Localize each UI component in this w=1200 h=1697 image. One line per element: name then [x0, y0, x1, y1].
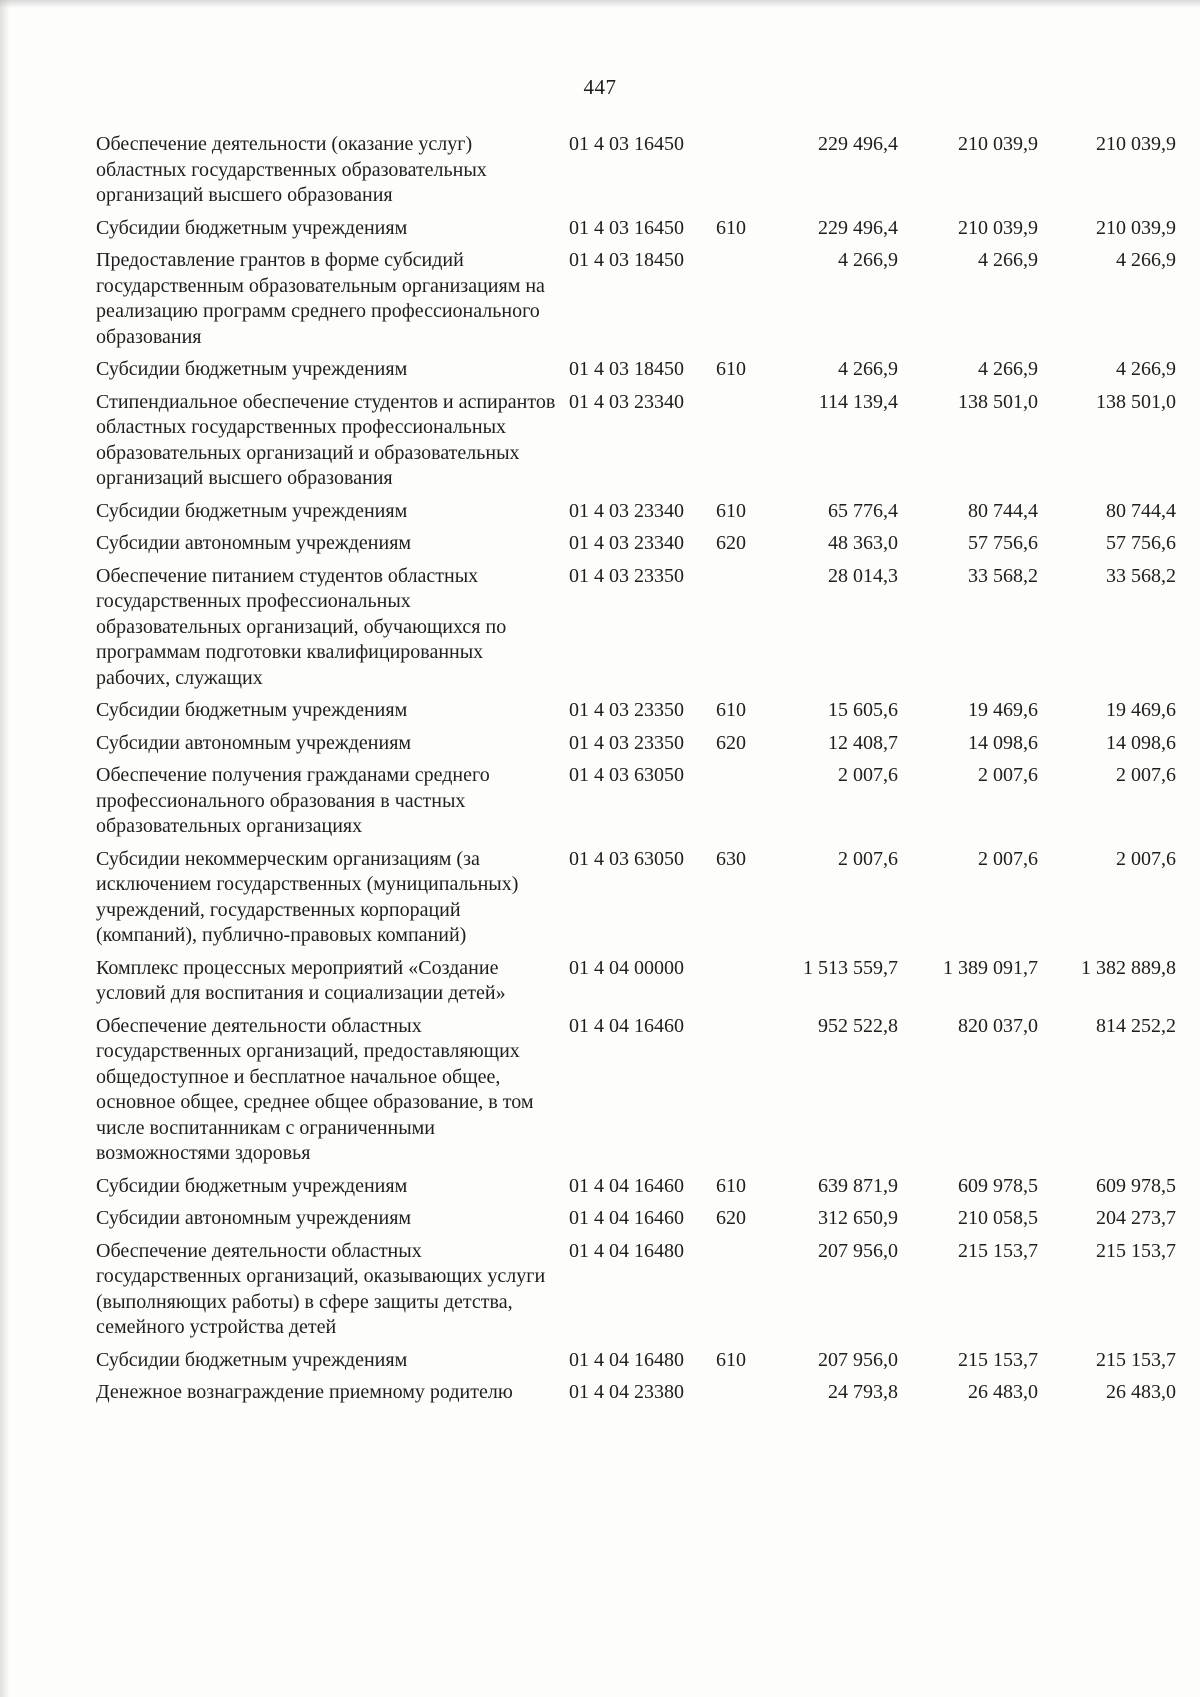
row-expense-type: 630	[716, 847, 746, 870]
row-expense-type: 610	[716, 1174, 746, 1197]
row-amount-year-2: 215 153,7	[958, 1239, 1038, 1262]
row-code: 01 4 04 00000	[569, 956, 684, 979]
row-expense-type: 610	[716, 499, 746, 522]
scan-edge-top	[0, 0, 1200, 8]
row-amount-year-1: 1 513 559,7	[803, 956, 898, 979]
row-amount-year-2: 210 039,9	[958, 216, 1038, 239]
row-expense-type	[716, 132, 774, 209]
row-name: Субсидии автономным учреждениям	[96, 1207, 412, 1229]
row-amount-year-2: 215 153,7	[958, 1348, 1038, 1371]
row-amount-year-3: 14 098,6	[1106, 731, 1176, 754]
row-expense-type	[716, 1014, 774, 1167]
table-row	[96, 531, 1176, 557]
table-row	[96, 731, 1176, 757]
row-code: 01 4 04 16460	[569, 1207, 684, 1229]
row-amount-year-1: 65 776,4	[828, 499, 898, 522]
row-amount-year-3: 814 252,2	[1096, 1014, 1176, 1037]
row-expense-type	[716, 390, 774, 492]
row-code: 01 4 03 16450	[569, 133, 684, 155]
budget-table	[96, 132, 1176, 1413]
row-amount-year-3: 4 266,9	[1116, 249, 1176, 271]
row-expense-type	[716, 248, 774, 350]
row-name: Предоставление грантов в форме субсидий государственным образовательным организациям на реализацию программ среднего профессионального образования	[96, 249, 545, 348]
row-expense-type: 610	[716, 1348, 746, 1371]
table-row	[96, 763, 1176, 840]
row-code: 01 4 03 18450	[569, 249, 684, 271]
row-amount-year-1: 15 605,6	[828, 699, 898, 721]
row-amount-year-1: 207 956,0	[818, 1239, 898, 1262]
row-code: 01 4 03 23340	[569, 499, 684, 522]
table-row	[96, 1380, 1176, 1406]
row-expense-type	[716, 956, 774, 1007]
row-amount-year-3: 138 501,0	[1096, 390, 1176, 413]
row-amount-year-3: 26 483,0	[1106, 1381, 1176, 1403]
row-code: 01 4 03 63050	[569, 847, 684, 870]
row-amount-year-3: 2 007,6	[1116, 847, 1176, 870]
row-code: 01 4 04 16480	[569, 1348, 684, 1371]
row-amount-year-1: 639 871,9	[818, 1174, 898, 1197]
table-row	[96, 564, 1176, 692]
row-amount-year-2: 2 007,6	[978, 764, 1038, 786]
row-code: 01 4 03 23350	[569, 564, 684, 587]
row-amount-year-2: 33 568,2	[968, 564, 1038, 587]
row-code: 01 4 04 16480	[569, 1239, 684, 1262]
row-name: Субсидии бюджетным учреждениям	[96, 499, 408, 522]
table-row	[96, 956, 1176, 1007]
table-row	[96, 216, 1176, 242]
row-code: 01 4 03 23350	[569, 699, 684, 721]
row-amount-year-1: 2 007,6	[838, 847, 898, 870]
row-name: Субсидии автономным учреждениям	[96, 532, 412, 554]
row-amount-year-2: 4 266,9	[978, 249, 1038, 271]
row-amount-year-3: 204 273,7	[1096, 1207, 1176, 1229]
row-amount-year-2: 1 389 091,7	[943, 956, 1038, 979]
row-amount-year-1: 12 408,7	[828, 731, 898, 754]
row-expense-type: 620	[716, 731, 746, 754]
table-row	[96, 1348, 1176, 1374]
scan-edge-left	[0, 0, 10, 1697]
row-amount-year-2: 609 978,5	[958, 1174, 1038, 1197]
row-amount-year-2: 14 098,6	[968, 731, 1038, 754]
row-amount-year-2: 820 037,0	[958, 1014, 1038, 1037]
row-code: 01 4 03 23340	[569, 532, 684, 554]
row-amount-year-3: 4 266,9	[1116, 358, 1176, 380]
row-name: Обеспечение питанием студентов областных государственных профессиональных образовательных организаций, обучающихся по программам подготовки квалифицированных рабочих, служащих	[96, 564, 507, 689]
row-name: Денежное вознаграждение приемному родителю	[96, 1381, 513, 1403]
table-row	[96, 847, 1176, 949]
row-amount-year-3: 2 007,6	[1116, 764, 1176, 786]
row-expense-type	[716, 1380, 774, 1406]
row-amount-year-1: 207 956,0	[818, 1348, 898, 1371]
table-row	[96, 132, 1176, 209]
row-expense-type: 610	[716, 358, 746, 380]
row-name: Субсидии бюджетным учреждениям	[96, 699, 408, 721]
row-amount-year-2: 210 058,5	[958, 1207, 1038, 1229]
row-amount-year-1: 48 363,0	[828, 532, 898, 554]
row-amount-year-3: 210 039,9	[1096, 133, 1176, 155]
row-amount-year-1: 229 496,4	[818, 133, 898, 155]
table-row	[96, 1174, 1176, 1200]
row-amount-year-2: 19 469,6	[968, 699, 1038, 721]
row-expense-type	[716, 1239, 774, 1341]
row-name: Обеспечение получения гражданами среднего профессионального образования в частных образовательных организациях	[96, 764, 490, 837]
row-amount-year-1: 312 650,9	[818, 1207, 898, 1229]
row-name: Субсидии автономным учреждениям	[96, 731, 412, 754]
table-row	[96, 248, 1176, 350]
row-amount-year-2: 4 266,9	[978, 358, 1038, 380]
row-amount-year-1: 28 014,3	[828, 564, 898, 587]
page-number: 447	[583, 75, 617, 99]
table-row	[96, 499, 1176, 525]
row-amount-year-1: 114 139,4	[818, 390, 898, 413]
row-name: Стипендиальное обеспечение студентов и аспирантов областных государственных профессиональных образовательных организаций и образовательных организаций высшего образования	[96, 390, 556, 489]
row-expense-type	[716, 763, 774, 840]
row-amount-year-2: 80 744,4	[968, 499, 1038, 522]
row-amount-year-1: 4 266,9	[838, 358, 898, 380]
table-row	[96, 1206, 1176, 1232]
row-expense-type: 610	[716, 699, 746, 721]
row-amount-year-3: 19 469,6	[1106, 699, 1176, 721]
row-amount-year-3: 1 382 889,8	[1081, 956, 1176, 979]
row-amount-year-3: 57 756,6	[1106, 532, 1176, 554]
row-amount-year-1: 24 793,8	[828, 1381, 898, 1403]
row-name: Обеспечение деятельности (оказание услуг) областных государственных образовательных организаций высшего образования	[96, 133, 487, 206]
row-amount-year-2: 138 501,0	[958, 390, 1038, 413]
row-name: Субсидии бюджетным учреждениям	[96, 358, 408, 380]
row-code: 01 4 03 23340	[569, 390, 684, 413]
row-amount-year-2: 210 039,9	[958, 133, 1038, 155]
row-code: 01 4 03 18450	[569, 358, 684, 380]
row-expense-type: 620	[716, 1207, 746, 1229]
table-row	[96, 1239, 1176, 1341]
row-code: 01 4 03 16450	[569, 216, 684, 239]
row-amount-year-3: 609 978,5	[1096, 1174, 1176, 1197]
table-row	[96, 390, 1176, 492]
row-name: Субсидии бюджетным учреждениям	[96, 1174, 408, 1197]
row-amount-year-2: 57 756,6	[968, 532, 1038, 554]
row-code: 01 4 04 16460	[569, 1014, 684, 1037]
row-amount-year-2: 2 007,6	[978, 847, 1038, 870]
table-row	[96, 698, 1176, 724]
row-amount-year-3: 210 039,9	[1096, 216, 1176, 239]
row-amount-year-1: 952 522,8	[818, 1014, 898, 1037]
row-name: Комплекс процессных мероприятий «Создание условий для воспитания и социализации детей»	[96, 956, 506, 1004]
row-name: Субсидии бюджетным учреждениям	[96, 216, 408, 239]
row-amount-year-3: 215 153,7	[1096, 1348, 1176, 1371]
table-row	[96, 1014, 1176, 1167]
row-name: Обеспечение деятельности областных государственных организаций, оказывающих услуги (выполняющих работы) в сфере защиты детства, семейного устройства детей	[96, 1239, 546, 1338]
table-row	[96, 357, 1176, 383]
row-code: 01 4 03 23350	[569, 731, 684, 754]
row-amount-year-3: 33 568,2	[1106, 564, 1176, 587]
row-amount-year-2: 26 483,0	[968, 1381, 1038, 1403]
row-amount-year-3: 215 153,7	[1096, 1239, 1176, 1262]
row-expense-type: 610	[716, 216, 746, 239]
row-amount-year-1: 2 007,6	[838, 764, 898, 786]
row-code: 01 4 03 63050	[569, 764, 684, 786]
row-code: 01 4 04 16460	[569, 1174, 684, 1197]
row-expense-type	[716, 564, 774, 692]
row-name: Обеспечение деятельности областных государственных организаций, предоставляющих общедоступное и бесплатное начальное общее, основное общее, среднее общее образование, в том числе воспитанникам с ограниченными возможностями здоровья	[96, 1014, 534, 1164]
row-amount-year-1: 229 496,4	[818, 216, 898, 239]
row-name: Субсидии бюджетным учреждениям	[96, 1348, 408, 1371]
row-code: 01 4 04 23380	[569, 1381, 684, 1403]
row-amount-year-1: 4 266,9	[838, 249, 898, 271]
row-amount-year-3: 80 744,4	[1106, 499, 1176, 522]
row-expense-type: 620	[716, 532, 746, 554]
row-name: Субсидии некоммерческим организациям (за исключением государственных (муниципальных) учреждений, государственных корпораций (компаний), публично-правовых компаний)	[96, 847, 519, 946]
